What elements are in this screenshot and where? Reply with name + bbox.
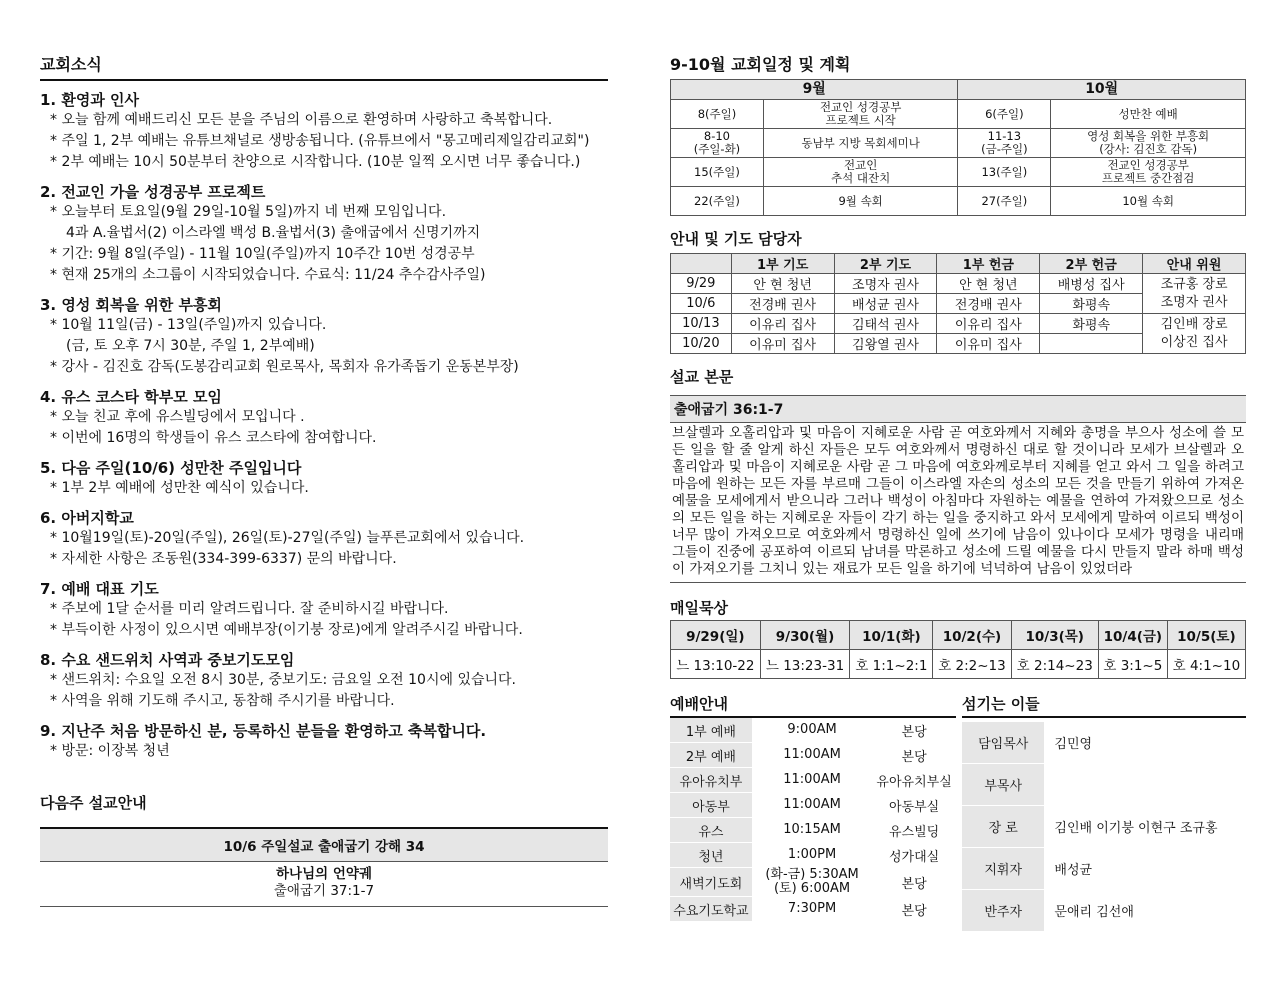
- worship-cell: 유아유치부: [670, 768, 752, 793]
- next-sermon-name: 하나님의 언약궤: [276, 866, 372, 882]
- news-section-line: * 부득이한 사정이 있으시면 예배부장(이기붕 장로)에게 알려주시길 바랍니다.: [50, 622, 523, 638]
- next-sermon-ref: 출애굽기 37:1-7: [273, 883, 375, 899]
- news-section: [40, 579, 608, 641]
- schedule-row: [671, 158, 1246, 187]
- news-section-line: * 현재 25개의 소그룹이 시작되었습니다. 수료식: 11/24 추수감사주일): [50, 267, 486, 283]
- news-section-line: * 자세한 사항은 조동원(334-399-6337) 문의 바랍니다.: [50, 551, 397, 567]
- schedule-cell: 15(주일): [671, 158, 764, 187]
- roster-header: 1부 헌금: [937, 254, 1040, 274]
- roster-header: 안내 위원: [1143, 254, 1246, 274]
- schedule-cell: 13(주일): [958, 158, 1051, 187]
- roster-cell: 김태석 권사: [834, 314, 937, 334]
- roster-row: [671, 274, 1246, 294]
- roster-ushers: 조규홍 장로 조명자 권사: [1143, 274, 1246, 314]
- minister-names: 배성균: [1044, 848, 1246, 890]
- sermon-ref: 출애굽기 36:1-7: [670, 395, 1246, 423]
- minister-role: 지휘자: [962, 848, 1044, 890]
- news-section-head: 8. 수요 샌드위치 사역과 중보기도모임: [40, 651, 295, 669]
- schedule-cell: 8(주일): [671, 100, 764, 129]
- daily-day: 10/1(화): [850, 621, 933, 650]
- daily-day: 9/30(월): [760, 621, 850, 650]
- news-section-head: 5. 다음 주일(10/6) 성만찬 주일입니다: [40, 459, 302, 477]
- minister-role: 부목사: [962, 764, 1044, 806]
- left-column: [40, 52, 608, 907]
- schedule-cell: 전교인 성경공부 프로젝트 시작: [763, 100, 958, 129]
- roster-cell: 화평속: [1040, 294, 1143, 314]
- roster-cell: 배성균 권사: [834, 294, 937, 314]
- daily-ref: 호 4:1~10: [1167, 650, 1245, 679]
- minister-row: [962, 764, 1246, 806]
- daily-ref: 느 13:23-31: [760, 650, 850, 679]
- minister-names: 김인배 이기붕 이현구 조규홍: [1044, 806, 1246, 848]
- roster-row: [671, 314, 1246, 334]
- worship-cell: 유스빌딩: [872, 818, 956, 843]
- roster-cell: 조명자 권사: [834, 274, 937, 294]
- schedule-cell: 성만찬 예배: [1051, 100, 1246, 129]
- roster-cell: 안 현 청년: [937, 274, 1040, 294]
- worship-title: 예배안내: [670, 693, 956, 718]
- roster-cell: 화평속: [1040, 314, 1143, 334]
- roster-header: 2부 기도: [834, 254, 937, 274]
- schedule-table: [670, 79, 1246, 216]
- news-section-line: * 1부 2부 예배에 성만찬 예식이 있습니다.: [50, 480, 309, 496]
- minister-names: 김민영: [1044, 722, 1246, 764]
- schedule-cell: 6(주일): [958, 100, 1051, 129]
- news-section-head: 2. 전교인 가을 성경공부 프로젝트: [40, 183, 266, 201]
- worship-cell: 아동부: [670, 793, 752, 818]
- worship-row: [670, 718, 956, 743]
- worship-cell: 1:00PM: [752, 843, 872, 868]
- worship-cell: 유아유치부실: [872, 768, 956, 793]
- news-section-line: * 오늘부터 토요일(9월 29일-10월 5일)까지 네 번째 모임입니다.: [50, 204, 447, 220]
- news-section: [40, 721, 608, 762]
- news-section-head: 3. 영성 회복을 위한 부흥회: [40, 296, 222, 314]
- daily-ref: 호 3:1~5: [1098, 650, 1167, 679]
- roster-cell: 이유미 집사: [731, 334, 834, 354]
- schedule-cell: 전교인 추석 대잔치: [763, 158, 958, 187]
- roster-cell: [1040, 334, 1143, 354]
- worship-cell: 11:00AM: [752, 793, 872, 818]
- roster-cell: 10/20: [671, 334, 732, 354]
- worship-row: [670, 743, 956, 768]
- news-section-head: 1. 환영과 인사: [40, 91, 140, 109]
- schedule-row: [671, 129, 1246, 158]
- news-section: [40, 458, 608, 499]
- news-section: [40, 387, 608, 449]
- worship-cell: 7:30PM: [752, 897, 872, 922]
- worship-cell: 본당: [872, 897, 956, 922]
- schedule-sep-header: 9월: [671, 80, 958, 100]
- roster-header: 2부 헌금: [1040, 254, 1143, 274]
- worship-cell: 본당: [872, 743, 956, 768]
- roster-cell: 이유리 집사: [731, 314, 834, 334]
- roster-cell: 9/29: [671, 274, 732, 294]
- news-section-line: * 강사 - 김진호 감독(도봉감리교회 원로목사, 목회자 유가족돕기 운동본부장): [50, 359, 519, 375]
- worship-table: [670, 718, 956, 922]
- worship-cell: 1부 예배: [670, 718, 752, 743]
- roster-cell: 이유리 집사: [937, 314, 1040, 334]
- news-section-line: 4과 A.율법서(2) 이스라엘 백성 B.율법서(3) 출애굽에서 신명기까지: [66, 225, 481, 241]
- news-section-line: * 주일 1, 2부 예배는 유튜브채널로 생방송됩니다. (유튜브에서 "몽고메리제일감리교회"): [50, 133, 590, 149]
- sermon-text: 브살렐과 오홀리압과 및 마음이 지혜로운 사람 곧 여호와께서 지혜와 총명을 부으사 성소에 쓸 모든 일을 할 줄 알게 하신 자들은 모두 여호와께서 명령하신 대로 할 것이니라 모세가 브살렐과 오홀리압과 및 마음이 지혜로운 사람 곧 그 마음에 여호와께로부터 지혜를 얻고 와서 그 일을 하려고 마음에 원하는 모든 자를 부르매 그들이 이스라엘 자손의 성소의 모든 것을 만들기 위하여 가져온 예물을 모세에게서 받으니라 그러나 백성이 아침마다 자원하는 예물을 연하여 가져왔으므로 성소의 모든 일을 하는 지혜로운 자들이 각기 하는 일을 중지하고 와서 모세에게 말하여 이르되 백성이 너무 많이 가져오므로 여호와께서 명령하신 일에 쓰기에 남음이 있나이다 모세가 명령을 내리매 그들이 진중에 공포하여 이르되 남녀를 막론하고 성소에 드릴 예물을 다시 만들지 말라 하매 백성이 가져오기를 그치니 있는 재료가 모든 일을 하기에 넉넉하여 남음이 있었더라: [670, 423, 1246, 583]
- daily-day: 10/2(수): [933, 621, 1011, 650]
- roster-cell: 배병성 집사: [1040, 274, 1143, 294]
- news-section: [40, 650, 608, 712]
- worship-row: [670, 818, 956, 843]
- schedule-oct-header: 10월: [958, 80, 1246, 100]
- schedule-row: [671, 100, 1246, 129]
- daily-table: [670, 620, 1246, 679]
- worship-row: [670, 843, 956, 868]
- roster-ushers: 김인배 장로 이상진 집사: [1143, 314, 1246, 354]
- minister-role: 장 로: [962, 806, 1044, 848]
- news-section-line: * 기간: 9월 8일(주일) - 11월 10일(주일)까지 10주간 10번 성경공부: [50, 246, 475, 262]
- schedule-cell: 전교인 성경공부 프로젝트 중간점검: [1051, 158, 1246, 187]
- news-title: 교회소식: [40, 52, 608, 81]
- schedule-cell: 11-13 (금-주일): [958, 129, 1051, 158]
- roster-cell: 전경배 권사: [731, 294, 834, 314]
- next-sermon-box: [40, 827, 608, 907]
- roster-table: [670, 253, 1246, 354]
- minister-role: 반주자: [962, 890, 1044, 932]
- news-section-line: * 샌드위치: 수요일 오전 8시 30분, 중보기도: 금요일 오전 10시에 있습니다.: [50, 672, 516, 688]
- schedule-cell: 22(주일): [671, 187, 764, 216]
- worship-cell: (화-금) 5:30AM (토) 6:00AM: [752, 868, 872, 897]
- news-section-head: 6. 아버지학교: [40, 509, 134, 527]
- daily-title: 매일묵상: [670, 599, 728, 617]
- news-section-line: * 오늘 친교 후에 유스빌딩에서 모입니다 .: [50, 409, 305, 425]
- news-section-head: 7. 예배 대표 기도: [40, 580, 159, 598]
- worship-cell: 11:00AM: [752, 743, 872, 768]
- worship-cell: 수요기도학교: [670, 897, 752, 922]
- news-section-line: * 2부 예배는 10시 50분부터 찬양으로 시작합니다. (10분 일찍 오시면 너무 좋습니다.): [50, 154, 581, 170]
- news-section-line: * 10월19일(토)-20일(주일), 26일(토)-27일(주일) 늘푸른교회에서 있습니다.: [50, 530, 525, 546]
- next-sermon-head: 10/6 주일설교 출애굽기 강해 34: [40, 829, 608, 862]
- worship-row: [670, 768, 956, 793]
- worship-cell: 9:00AM: [752, 718, 872, 743]
- news-section: [40, 295, 608, 378]
- worship-cell: 아동부실: [872, 793, 956, 818]
- news-section-line: * 이번에 16명의 학생들이 유스 코스타에 참여합니다.: [50, 430, 377, 446]
- news-section-line: * 10월 11일(금) - 13일(주일)까지 있습니다.: [50, 317, 327, 333]
- worship-row: [670, 868, 956, 897]
- schedule-cell: 8-10 (주일-화): [671, 129, 764, 158]
- worship-cell: 성가대실: [872, 843, 956, 868]
- worship-cell: 11:00AM: [752, 768, 872, 793]
- daily-day: 10/4(금): [1098, 621, 1167, 650]
- worship-cell: 청년: [670, 843, 752, 868]
- worship-panel: [670, 693, 956, 932]
- news-section: [40, 508, 608, 570]
- worship-cell: 새벽기도회: [670, 868, 752, 897]
- next-sermon-body: [40, 862, 608, 906]
- roster-header: 1부 기도: [731, 254, 834, 274]
- minister-row: [962, 890, 1246, 932]
- minister-names: 문애리 김선애: [1044, 890, 1246, 932]
- minister-names: [1044, 764, 1246, 806]
- news-section: [40, 90, 608, 173]
- sermon-title: 설교 본문: [670, 368, 734, 386]
- schedule-cell: 27(주일): [958, 187, 1051, 216]
- news-section-line: (금, 토 오후 7시 30분, 주일 1, 2부예배): [66, 338, 315, 354]
- minister-role: 담임목사: [962, 722, 1044, 764]
- news-section-line: * 사역을 위해 기도해 주시고, 동참해 주시기를 바랍니다.: [50, 693, 395, 709]
- schedule-row: [671, 187, 1246, 216]
- roster-cell: 김왕열 권사: [834, 334, 937, 354]
- roster-title: 안내 및 기도 담당자: [670, 230, 802, 248]
- news-section-line: * 오늘 함께 예배드리신 모든 분을 주님의 이름으로 환영하며 사랑하고 축복합니다.: [50, 112, 553, 128]
- right-column: [670, 52, 1246, 932]
- next-sermon-title: 다음주 설교안내: [40, 794, 147, 812]
- daily-day: 9/29(일): [671, 621, 761, 650]
- daily-ref: 호 1:1~2:1: [850, 650, 933, 679]
- roster-cell: 전경배 권사: [937, 294, 1040, 314]
- roster-header: [671, 254, 732, 274]
- news-section: [40, 182, 608, 286]
- news-section-head: 4. 유스 코스타 학부모 모임: [40, 388, 222, 406]
- schedule-cell: 10월 속회: [1051, 187, 1246, 216]
- worship-cell: 유스: [670, 818, 752, 843]
- roster-cell: 이유미 집사: [937, 334, 1040, 354]
- news-sections: [40, 90, 608, 762]
- daily-day: 10/3(목): [1011, 621, 1098, 650]
- worship-cell: 본당: [872, 868, 956, 897]
- schedule-cell: 9월 속회: [763, 187, 958, 216]
- worship-cell: 본당: [872, 718, 956, 743]
- daily-ref: 느 13:10-22: [671, 650, 761, 679]
- daily-ref: 호 2:14~23: [1011, 650, 1098, 679]
- worship-row: [670, 897, 956, 922]
- schedule-cell: 동남부 지방 목회세미나: [763, 129, 958, 158]
- roster-cell: 10/13: [671, 314, 732, 334]
- worship-row: [670, 793, 956, 818]
- minister-row: [962, 722, 1246, 764]
- ministers-panel: [962, 693, 1246, 932]
- bottom-panels: [670, 693, 1246, 932]
- ministers-table: [962, 722, 1246, 932]
- worship-cell: 10:15AM: [752, 818, 872, 843]
- daily-ref: 호 2:2~13: [933, 650, 1011, 679]
- news-section-head: 9. 지난주 처음 방문하신 분, 등록하신 분들을 환영하고 축복합니다.: [40, 722, 487, 740]
- schedule-cell: 영성 회복을 위한 부흥회 (강사: 김진호 감독): [1051, 129, 1246, 158]
- roster-cell: 안 현 청년: [731, 274, 834, 294]
- schedule-title: 9-10월 교회일정 및 계획: [670, 55, 851, 74]
- news-section-line: * 방문: 이장복 청년: [50, 743, 170, 759]
- minister-row: [962, 806, 1246, 848]
- news-section-line: * 주보에 1달 순서를 미리 알려드립니다. 잘 준비하시길 바랍니다.: [50, 601, 449, 617]
- ministers-title: 섬기는 이들: [962, 693, 1246, 718]
- minister-row: [962, 848, 1246, 890]
- roster-cell: 10/6: [671, 294, 732, 314]
- worship-cell: 2부 예배: [670, 743, 752, 768]
- daily-day: 10/5(토): [1167, 621, 1245, 650]
